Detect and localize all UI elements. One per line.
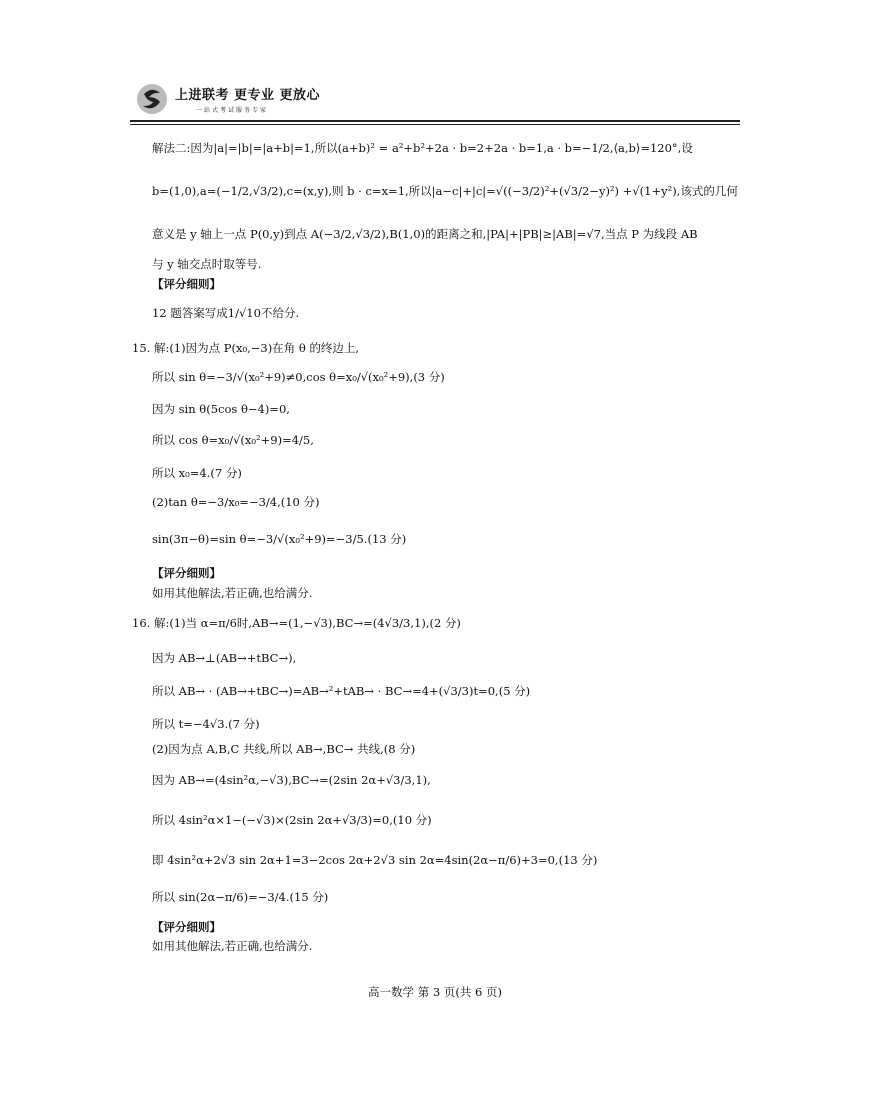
brand-subtitle: 一站式考试服务专家 <box>196 107 269 114</box>
text-line: 12 题答案写成1/√10不给分. <box>152 306 300 320</box>
header-rule-thin <box>130 124 740 125</box>
question-15-start: 15. 解:(1)因为点 P(x₀,−3)在角 θ 的终边上, <box>132 341 360 355</box>
text-line: 所以 sin(2α−π/6)=−3/4.(15 分) <box>152 890 329 904</box>
text-line: 因为 AB→=(4sin²α,−√3),BC→=(2sin 2α+√3/3,1), <box>152 773 431 787</box>
text-line: b=(1,0),a=(−1/2,√3/2),c=(x,y),则 b · c=x=1,所以|a−c|+|c|=√((−3/2)²+(√3/2−y)²) +√(1+y²),该式的几何 <box>152 184 738 198</box>
header-rule <box>130 120 740 122</box>
text-line: 所以 cos θ=x₀/√(x₀²+9)=4/5, <box>152 433 314 447</box>
text-line: 所以 sin θ=−3/√(x₀²+9)≠0,cos θ=x₀/√(x₀²+9),(3 分) <box>152 370 445 384</box>
text-line: 所以 4sin²α×1−(−√3)×(2sin 2α+√3/3)=0,(10 分) <box>152 813 432 827</box>
page-footer: 高一数学 第 3 页(共 6 页) <box>368 985 502 999</box>
question-16-start: 16. 解:(1)当 α=π/6时,AB→=(1,−√3),BC→=(4√3/3,1),(2 分) <box>132 616 461 630</box>
text-line: 与 y 轴交点时取等号. <box>152 257 262 271</box>
section-heading: 【评分细则】 <box>152 920 221 934</box>
text-line: 所以 t=−4√3.(7 分) <box>152 717 260 731</box>
text-line: (2)因为点 A,B,C 共线,所以 AB→,BC→ 共线,(8 分) <box>152 742 416 756</box>
text-line: (2)tan θ=−3/x₀=−3/4,(10 分) <box>152 495 320 509</box>
logo-icon <box>135 82 169 116</box>
text-line: 即 4sin²α+2√3 sin 2α+1=3−2cos 2α+2√3 sin 2α=4sin(2α−π/6)+3=0,(13 分) <box>152 853 598 867</box>
text-line: sin(3π−θ)=sin θ=−3/√(x₀²+9)=−3/5.(13 分) <box>152 532 407 546</box>
brand-slogan: 上进联考 更专业 更放心 <box>175 88 321 103</box>
section-heading: 【评分细则】 <box>152 277 221 291</box>
text-line: 因为 AB→⊥(AB→+tBC→), <box>152 651 297 665</box>
text-line: 解法二:因为|a|=|b|=|a+b|=1,所以(a+b)² = a²+b²+2a · b=2+2a · b=1,a · b=−1/2,⟨a,b⟩=120°,设 <box>152 141 693 155</box>
text-line: 如用其他解法,若正确,也给满分. <box>152 586 313 600</box>
text-line: 因为 sin θ(5cos θ−4)=0, <box>152 402 290 416</box>
text-line: 意义是 y 轴上一点 P(0,y)到点 A(−3/2,√3/2),B(1,0)的距离之和,|PA|+|PB|≥|AB|=√7,当点 P 为线段 AB <box>152 227 698 241</box>
page-header <box>130 78 740 126</box>
text-line: 如用其他解法,若正确,也给满分. <box>152 939 313 953</box>
section-heading: 【评分细则】 <box>152 566 221 580</box>
text-line: 所以 AB→ · (AB→+tBC→)=AB→²+tAB→ · BC→=4+(√3/3)t=0,(5 分) <box>152 684 531 698</box>
text-line: 所以 x₀=4.(7 分) <box>152 466 242 480</box>
